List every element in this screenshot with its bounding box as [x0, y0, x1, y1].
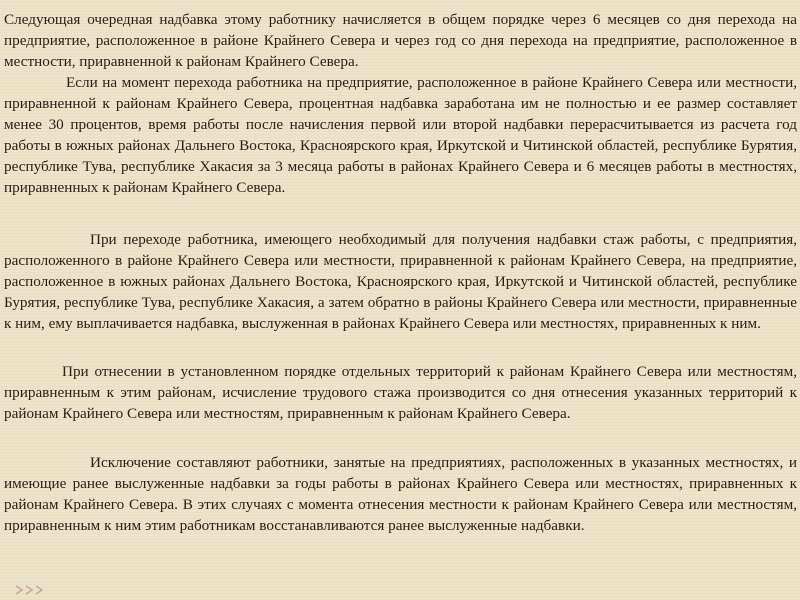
paragraph-4: При отнесении в установленном порядке отдельных территорий к районам Крайнего Севера или местностям, приравненным к этим районам, исчисление трудового стажа производится со дня отнесения указанных территорий к районам Крайнего Севера или местностям, приравненным к районам Крайнего Севера. — [4, 363, 797, 422]
triple-chevron-icon — [14, 584, 54, 596]
paragraph-3: При переходе работника, имеющего необходимый для получения надбавки стаж работы, с предприятия, расположенного в районе Крайнего Севера или местности, приравненной к районам Крайнего Севера, на предприятие, расположенное в южных районах Дальнего Востока, Красноярского края, Иркутской и Читинской областей, республике Бурятия, республике Тува, республике Хакасия, а затем обратно в районы Крайнего Севера или местности, приравненные к ним, ему выплачивается надбавка, выслуженная в районах Крайнего Севера или местностях, приравненных к ним. — [4, 231, 797, 332]
paragraph-5: Исключение составляют работники, занятые на предприятиях, расположенных в указанных местностях, и имеющие ранее выслуженные надбавки за годы работы в районах Крайнего Севера или местностях, приравненных к районам Крайнего Севера. В этих случаях с момента отнесения местности к районам Крайнего Севера или местностям, приравненным к ним этим работникам восстанавливаются ранее выслуженные надбавки. — [4, 454, 797, 534]
paragraph-2: Если на момент перехода работника на предприятие, расположенное в районе Крайнего Севера или местности, приравненной к районам Крайнего Севера, процентная надбавка заработана им не полностью и ее размер составляет менее 30 процентов, время работы после начисления первой или второй надбавки перерасчитывается из расчета год работы в южных районах Дальнего Востока, Красноярского края, Иркутской и Читинской областей, республике Бурятия, республике Тува, республике Хакасия за 3 месяца работы в районах Крайнего Севера и 6 месяцев работы в местностях, приравненных к районам Крайнего Севера. — [4, 74, 797, 196]
paragraph-1: Следующая очередная надбавка этому работнику начисляется в общем порядке через 6 месяцев со дня перехода на предприятие, расположенное в районе Крайнего Севера и через год со дня перехода на предприятие, расположенное в местности, приравненной к районам Крайнего Севера. — [4, 11, 797, 70]
